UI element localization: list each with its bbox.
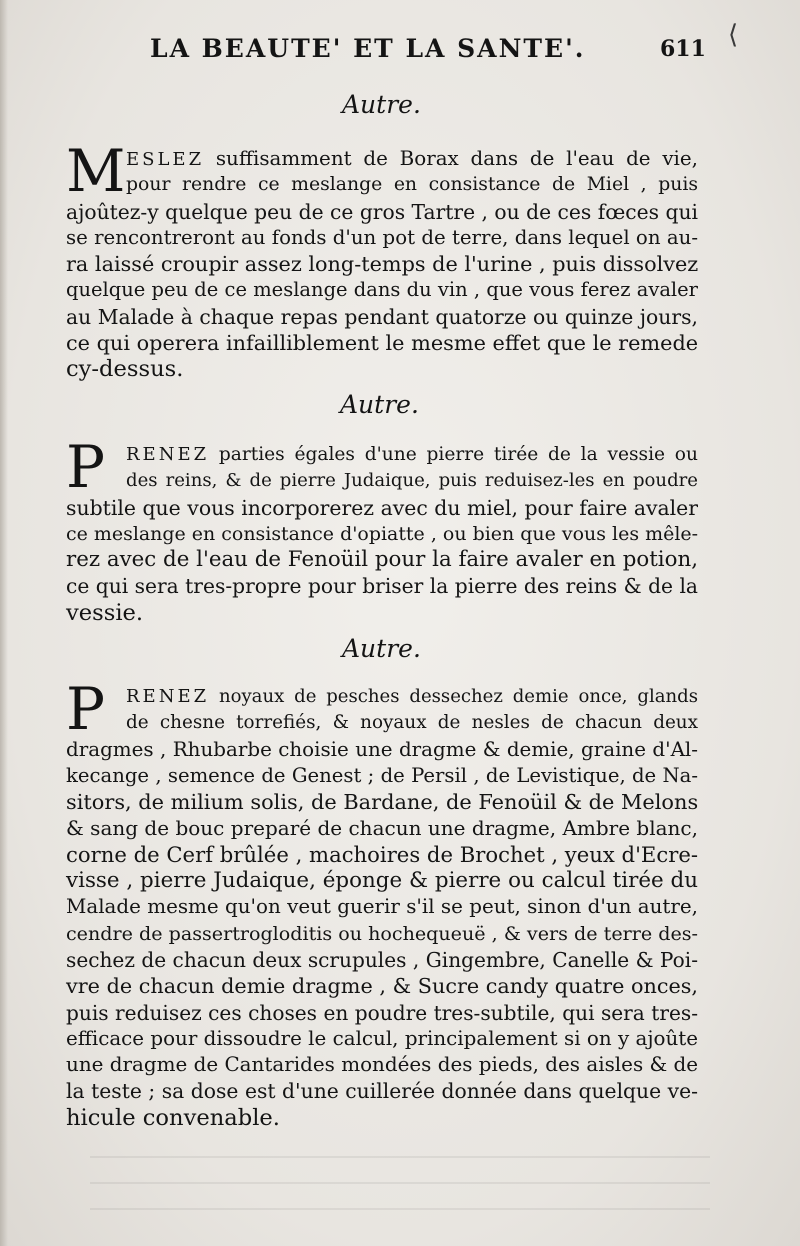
- text-line: rez avec de l'eau de Fenoüil pour la faire avaler en potion,: [66, 547, 698, 573]
- text-line: RENEZ noyaux de pesches dessechez demie once, glands: [126, 686, 699, 707]
- page-edge-shadow: [0, 0, 8, 1246]
- text-line: ce qui sera tres-propre pour briser la pierre des reins & de la: [66, 574, 698, 599]
- lead-word: RENEZ: [126, 686, 210, 707]
- text-line: RENEZ parties égales d'une pierre tirée de la vessie ou: [126, 444, 698, 465]
- text-line: vessie.: [66, 599, 144, 626]
- section-heading: Autre.: [342, 634, 421, 663]
- text-line: subtile que vous incorporerez avec du miel, pour faire avaler: [66, 495, 698, 520]
- show-through-texture: [90, 1150, 710, 1210]
- text-line: & sang de bouc preparé de chacun une dragme, Ambre blanc,: [66, 816, 698, 841]
- text-line: efficace pour dissoudre le calcul, principalement si on y ajoûte: [66, 1026, 698, 1050]
- margin-mark: ⟨: [728, 20, 739, 50]
- paragraph: [66, 675, 699, 1131]
- section-heading: Autre.: [340, 390, 419, 419]
- text-line: des reins, & de pierre Judaique, puis reduisez-les en poudre: [126, 470, 698, 492]
- text-line: se rencontreront au fonds d'un pot de terre, dans lequel on au-: [66, 225, 698, 249]
- text-line: kecange , semence de Genest ; de Persil , de Levistique, de Na-: [66, 763, 698, 787]
- text-line: Malade mesme qu'on veut guerir s'il se peut, sinon d'un autre,: [66, 895, 698, 919]
- paragraph: [66, 433, 698, 626]
- text-line: puis reduisez ces choses en poudre tres-subtile, qui sera tres-: [66, 1000, 698, 1025]
- paragraph: [66, 137, 699, 383]
- text-line: cy-dessus.: [66, 356, 184, 383]
- text-line: sitors, de milium solis, de Bardane, de Fenoüil & de Melons: [66, 790, 699, 815]
- section-heading: Autre.: [342, 90, 421, 119]
- text-line: au Malade à chaque repas pendant quatorze ou quinze jours,: [66, 304, 698, 329]
- text-line: sechez de chacun deux scrupules , Gingembre, Canelle & Poi-: [66, 947, 698, 972]
- page-number: 611: [660, 36, 706, 62]
- lead-word: ESLEZ: [126, 149, 205, 170]
- running-head: LA BEAUTE' ET LA SANTE'.: [150, 34, 586, 63]
- text-line: hicule convenable.: [66, 1104, 280, 1131]
- drop-cap: M: [66, 137, 126, 205]
- text-line: la teste ; sa dose est d'une cuillerée donnée dans quelque ve-: [66, 1079, 698, 1104]
- lead-word: RENEZ: [126, 444, 210, 465]
- text-line: de chesne torrefiés, & noyaux de nesles de chacun deux: [126, 712, 698, 734]
- text-line: ESLEZ suffisamment de Borax dans de l'eau de vie,: [126, 147, 698, 170]
- text-line: visse , pierre Judaique, éponge & pierre ou calcul tirée du: [66, 868, 698, 894]
- text-line: pour rendre ce meslange en consistance de Miel , puis: [126, 174, 698, 196]
- text-line: quelque peu de ce meslange dans du vin , que vous ferez avaler: [66, 278, 698, 302]
- text-line: ce meslange en consistance d'opiatte , ou bien que vous les mêle-: [66, 522, 698, 545]
- text-line: cendre de passertrogloditis ou hochequeuë , & vers de terre des-: [66, 921, 698, 945]
- text-line: ajoûtez-y quelque peu de ce gros Tartre , ou de ces fœces qui: [66, 199, 698, 224]
- text-line: vre de chacun demie dragme , & Sucre candy quatre onces,: [66, 974, 698, 999]
- drop-cap: P: [66, 675, 106, 743]
- text-line: ce qui operera infailliblement le mesme effet que le remede: [66, 331, 699, 356]
- text-line: dragmes , Rhubarbe choisie une dragme & demie, graine d'Al-: [66, 737, 698, 761]
- text-line: ra laissé croupir assez long-temps de l'urine , puis dissolvez: [66, 252, 699, 277]
- text-line: corne de Cerf brûlée , machoires de Brochet , yeux d'Ecre-: [66, 841, 698, 867]
- text-line: une dragme de Cantarides mondées des pieds, des aisles & de: [66, 1053, 699, 1077]
- drop-cap: P: [66, 433, 106, 501]
